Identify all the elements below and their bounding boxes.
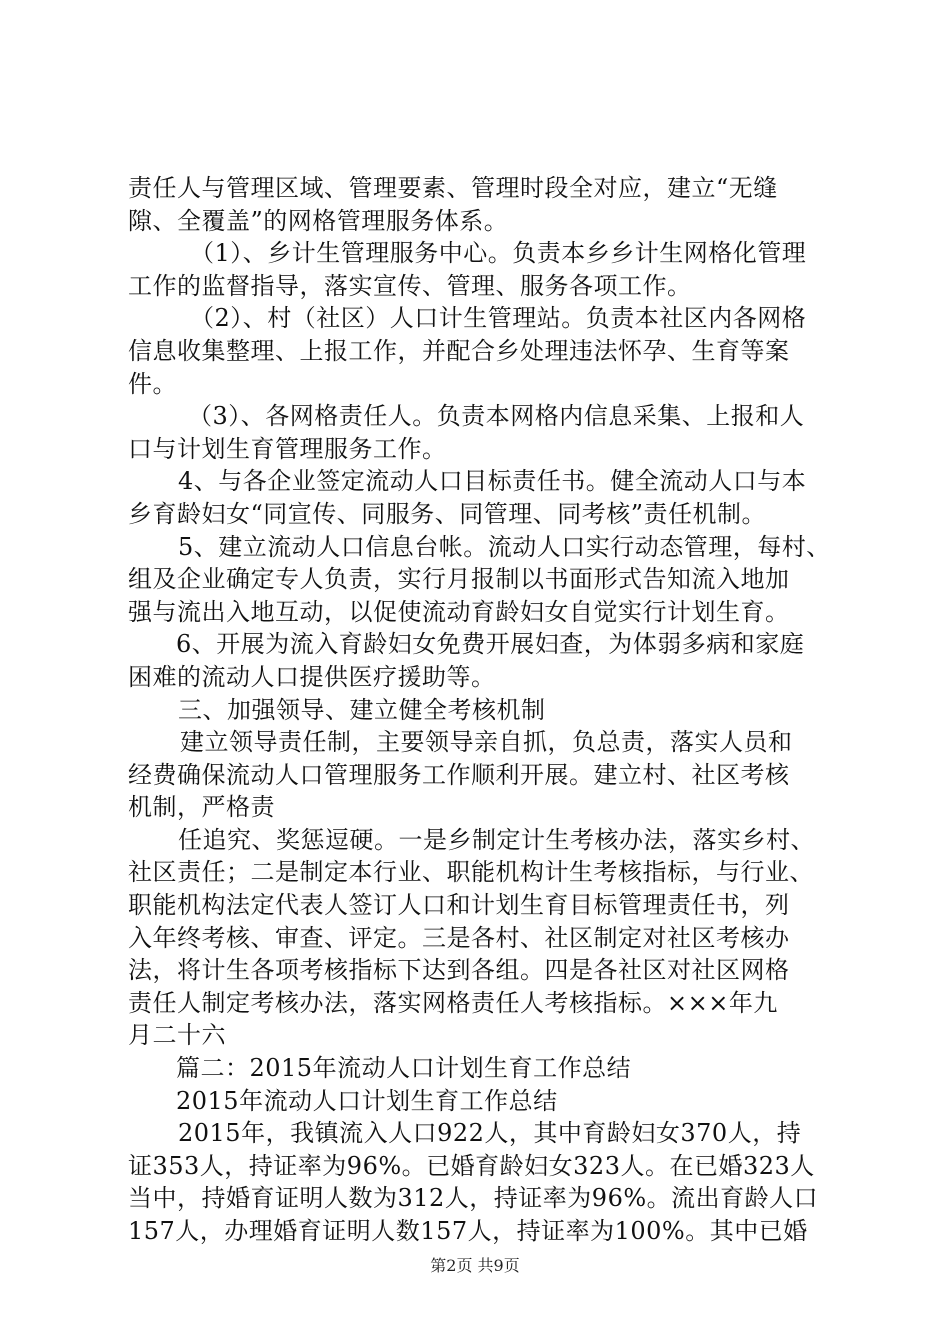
text-line: 建立领导责任制，主要领导亲自抓，负总责，落实人员和: [180, 728, 793, 757]
text-line: 件。: [128, 369, 177, 398]
page-number-footer: 第2页 共9页: [430, 1256, 520, 1275]
text-line: 职能机构法定代表人签订人口和计划生育目标管理责任书，列: [128, 891, 790, 920]
text-line: 经费确保流动人口管理服务工作顺利开展。建立村、社区考核: [128, 760, 790, 789]
text-line: 困难的流动人口提供医疗援助等。: [128, 662, 496, 691]
text-line: 乡育龄妇女“同宣传、同服务、同管理、同考核”责任机制。: [128, 499, 767, 528]
text-line: 机制，严格责: [128, 793, 275, 822]
text-line: （2）、村（社区）人口计生管理站。负责本社区内各网格: [190, 304, 807, 333]
text-line: 口与计划生育管理服务工作。: [128, 434, 447, 463]
text-line: 责任人与管理区域、管理要素、管理时段全对应，建立“无缝: [128, 174, 778, 202]
text-line: 证353人，持证率为96%。已婚育龄妇女323人。在已婚323人: [128, 1151, 815, 1180]
article-heading: 篇二：2015年流动人口计划生育工作总结: [176, 1054, 632, 1083]
text-line: 入年终考核、审查、评定。三是各村、社区制定对社区考核办: [128, 923, 790, 952]
text-line: 社区责任；二是制定本行业、职能机构计生考核指标，与行业、: [128, 858, 814, 887]
text-line: 工作的监督指导，落实宣传、管理、服务各项工作。: [128, 271, 692, 300]
text-line: 2015年，我镇流入人口922人，其中育龄妇女370人，持: [178, 1119, 802, 1148]
section-heading: 三、加强领导、建立健全考核机制: [178, 695, 546, 724]
body-text: [128, 172, 840, 1248]
text-line: 5、建立流动人口信息台帐。流动人口实行动态管理，每村、: [178, 532, 831, 561]
text-line: 任追究、奖惩逗硬。一是乡制定计生考核办法，落实乡村、: [178, 825, 815, 854]
text-line: 6、开展为流入育龄妇女免费开展妇查，为体弱多病和家庭: [176, 630, 805, 659]
text-line: 4、与各企业签定流动人口目标责任书。健全流动人口与本: [178, 467, 807, 496]
text-line: （1）、乡计生管理服务中心。负责本乡乡计生网格化管理: [190, 239, 807, 268]
text-line: 信息收集整理、上报工作，并配合乡处理违法怀孕、生育等案: [128, 336, 790, 365]
text-line: 157人，办理婚育证明人数157人，持证率为100%。其中已婚: [128, 1217, 808, 1245]
text-line: 法，将计生各项考核指标下达到各组。四是各社区对社区网格: [128, 956, 790, 985]
text-line: 强与流出入地互动，以促使流动育龄妇女自觉实行计划生育。: [128, 597, 790, 626]
text-line: 责任人制定考核办法，落实网格责任人考核指标。×××年九: [128, 988, 778, 1017]
text-line: 组及企业确定专人负责，实行月报制以书面形式告知流入地加: [128, 565, 790, 594]
text-line: 隙、全覆盖”的网格管理服务体系。: [128, 206, 509, 235]
text-line: 当中，持婚育证明人数为312人，持证率为96%。流出育龄人口: [128, 1184, 819, 1213]
article-title: 2015年流动人口计划生育工作总结: [176, 1086, 558, 1115]
text-line: 月二十六: [128, 1021, 226, 1050]
text-line: （3）、各网格责任人。负责本网格内信息采集、上报和人: [188, 402, 805, 431]
